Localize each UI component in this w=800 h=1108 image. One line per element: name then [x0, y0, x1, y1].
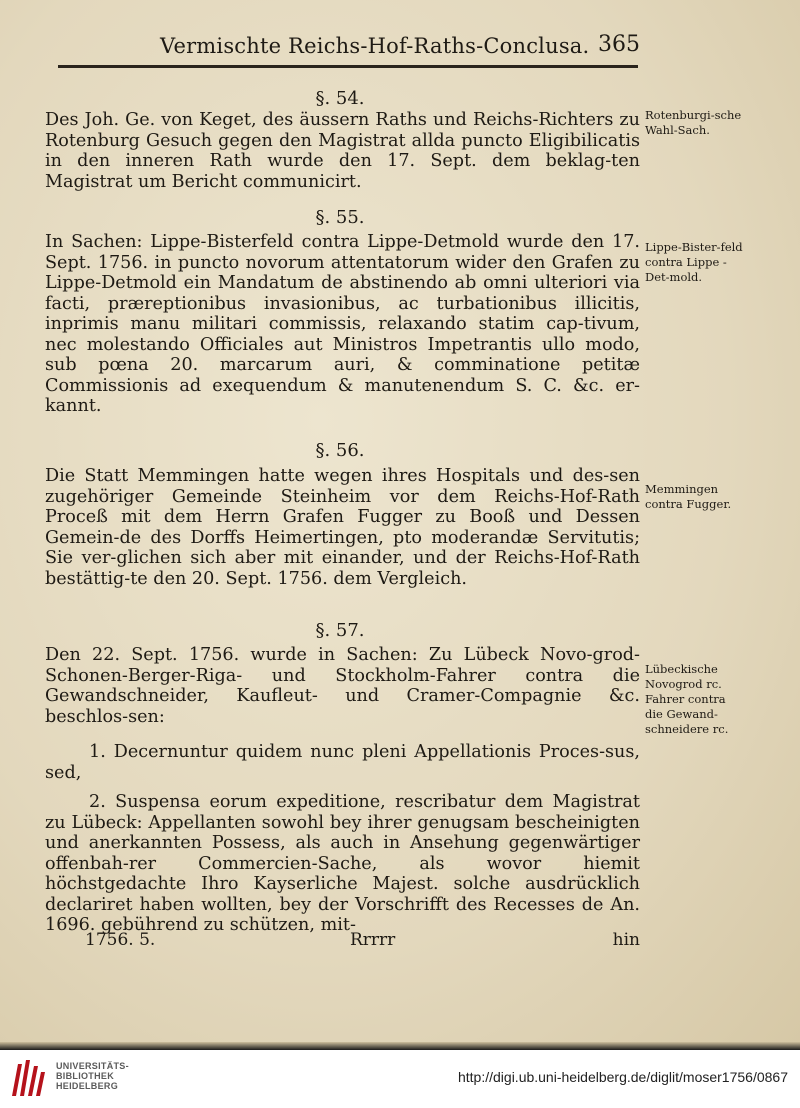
section-text-54: Des Joh. Ge. von Keget, des äussern Raths und Reichs-Richters zu Rotenburg Gesuch gegen den Magistrat allda puncto Eligibilicatis in den inneren Rath wurde den 17. Sept. dem beklag-ten Magistrat um Bericht communicirt. [45, 110, 640, 192]
library-name-line: UNIVERSITÄTS- [56, 1061, 129, 1071]
sheet-mark: Rrrrr [350, 930, 396, 950]
margin-note-56: Memmingen contra Fugger. [645, 482, 732, 511]
section-heading-55: §. 55. [315, 207, 365, 228]
section-text-56: Die Statt Memmingen hatte wegen ihres Hospitals und des-sen zugehöriger Gemeinde Steinheim vor dem Reichs-Hof-Rath Proceß mit dem Herrn Grafen Fugger zu Booß und Dessen Gemein-de des Dorffs Heimertingen, pto moderandæ Servitutis; Sie ver-glichen sich aber mit einander, und der Reichs-Hof-Rath bestättig-te den 20. Sept. 1756. dem Vergleich. [45, 466, 640, 589]
page-footer [45, 930, 640, 954]
signature-mark: 1756. 5. [85, 930, 156, 950]
margin-note-55: Lippe-Bister-feld contra Lippe - Det-mold. [645, 240, 743, 284]
catchword: hin [612, 930, 640, 950]
library-name-line: HEIDELBERG [56, 1081, 119, 1091]
margin-note-54: Rotenburgi-sche Wahl-Sach. [645, 108, 742, 137]
source-url[interactable]: http://digi.ub.uni-heidelberg.de/diglit/moser1756/0867 [457, 1069, 788, 1085]
section-heading-57: §. 57. [315, 620, 365, 641]
page-edge-shadow [0, 1042, 800, 1050]
heidelberg-library-logo-icon [8, 1056, 48, 1100]
section-text-55: In Sachen: Lippe-Bisterfeld contra Lippe-Detmold wurde den 17. Sept. 1756. in puncto novorum attentatorum wider den Grafen zu Lippe-Detmold ein Mandatum de abstinendo ab omni ulteriori via facti, præreptionibus invasionibus, ac turbationibus illicitis, inprimis manu militari commissis, relaxando statim cap-tivum, nec molestando Officiales aut Ministros Impetrantis ullo modo, sub pœna 20. marcarum auri, & comminatione petitæ Commissionis ad exequendum & manutenendum S. C. &c. er-kannt. [45, 232, 640, 416]
point-2: 2. Suspensa eorum expeditione, rescribatur dem Magistrat zu Lübeck: Appellanten sowohl bey ihrer genugsam bescheinigten und anerkannten Possess, als auch in Ansehung gegenwärtiger offenbah-rer Commercien-Sache, als wovor hiemit höchstgedachte Ihro Kayserliche Majest. solche ausdrücklich declariret haben wollten, bey der Vorschrifft des Recesses de An. 1696. gebührend zu schützen, mit- [45, 792, 640, 935]
running-title: Vermischte Reichs-Hof-Raths-Conclusa. [160, 34, 590, 58]
header-rule [58, 65, 638, 68]
library-footer-bar [0, 1050, 800, 1108]
margin-note-57: Lübeckische Novogrod rc. Fahrer contra die Gewand-schneidere rc. [645, 662, 729, 736]
library-name-line: BIBLIOTHEK [56, 1071, 114, 1081]
page-number: 365 [598, 32, 640, 57]
point-1: 1. Decernuntur quidem nunc pleni Appellationis Proces-sus, sed, [45, 742, 640, 783]
library-name [56, 1061, 166, 1091]
page-header [160, 32, 640, 64]
section-text-57: Den 22. Sept. 1756. wurde in Sachen: Zu Lübeck Novo-grod-Schonen-Berger-Riga- und Stockholm-Fahrer contra die Gewandschneider, Kaufleut- und Cramer-Compagnie &c. beschlos-sen: [45, 645, 640, 727]
section-heading-54: §. 54. [315, 88, 365, 109]
section-heading-56: §. 56. [315, 440, 365, 461]
